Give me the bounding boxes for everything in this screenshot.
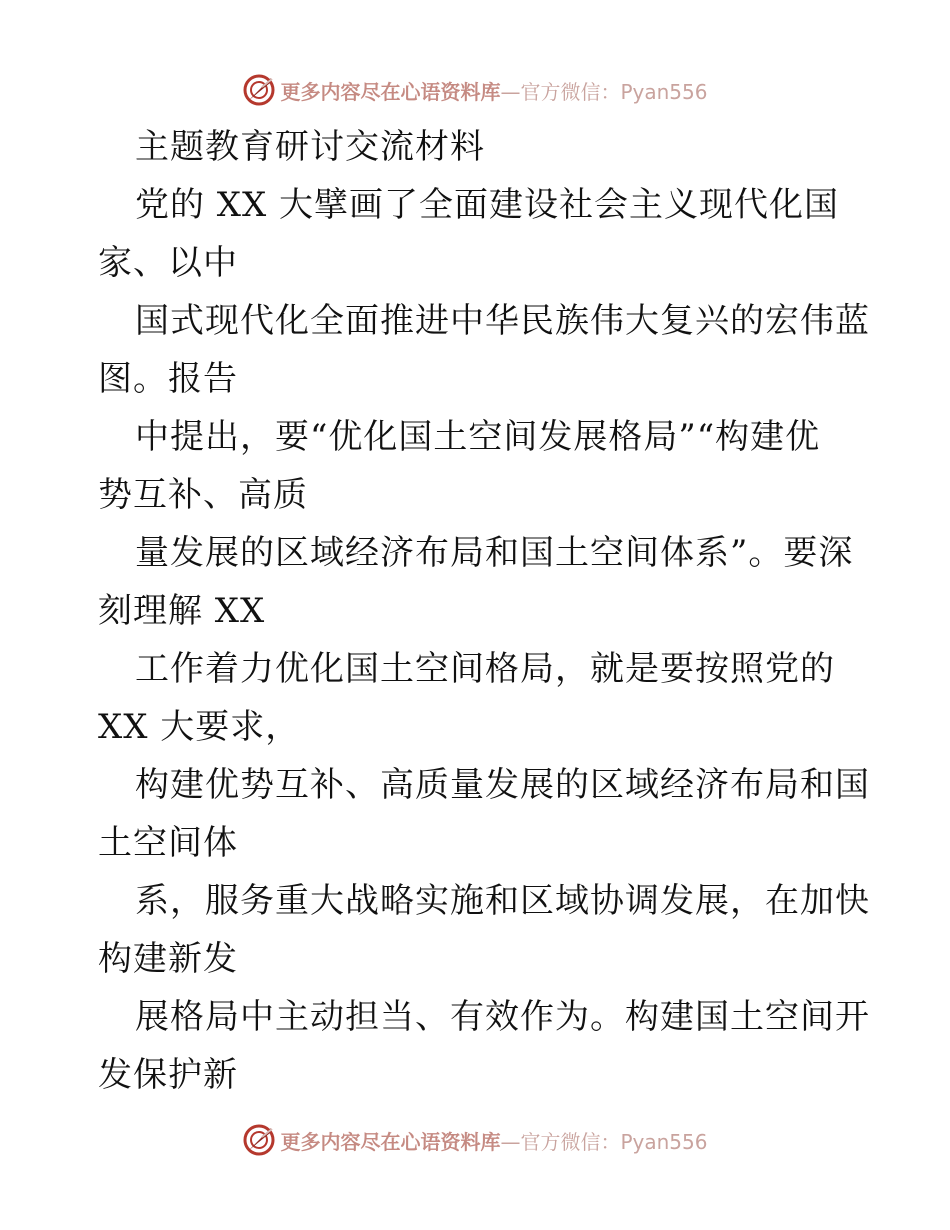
document-line: 图。报告	[98, 359, 238, 399]
document-line: 量发展的区域经济布局和国土空间体系”。要深	[135, 533, 854, 573]
footer-contact-text: 官方微信：Pyan556	[520, 1129, 708, 1154]
logo-icon	[242, 1123, 276, 1157]
footer-banner-text	[280, 1126, 707, 1155]
footer-separator: —	[500, 1129, 521, 1154]
document-line: 刻理解 XX	[98, 591, 266, 631]
footer-banner	[0, 1120, 950, 1160]
document-line: 中提出，要“优化国土空间发展格局”“构建优	[135, 417, 821, 457]
document-line: 构建优势互补、高质量发展的区域经济布局和国	[135, 765, 870, 805]
document-line: 家、以中	[98, 243, 238, 283]
document-body	[98, 118, 870, 1104]
document-line: XX 大要求，	[98, 707, 301, 747]
document-line: 土空间体	[98, 823, 238, 863]
document-line: 系，服务重大战略实施和区域协调发展，在加快	[135, 881, 870, 921]
document-title: 主题教育研讨交流材料	[135, 127, 485, 167]
document-line: 构建新发	[98, 939, 238, 979]
document-line: 党的 XX 大擘画了全面建设社会主义现代化国	[135, 185, 840, 225]
header-separator: —	[500, 79, 521, 104]
header-contact-text: 官方微信：Pyan556	[520, 79, 708, 104]
document-line: 发保护新	[98, 1055, 238, 1095]
header-banner	[0, 70, 950, 110]
logo-icon	[242, 73, 276, 107]
document-line: 展格局中主动担当、有效作为。构建国土空间开	[135, 997, 870, 1037]
footer-brand-text: 更多内容尽在心语资料库	[280, 1129, 501, 1154]
document-line: 国式现代化全面推进中华民族伟大复兴的宏伟蓝	[135, 301, 870, 341]
document-line: 工作着力优化国土空间格局，就是要按照党的	[135, 649, 835, 689]
header-brand-text: 更多内容尽在心语资料库	[280, 79, 501, 104]
header-banner-text	[280, 76, 707, 105]
document-line: 势互补、高质	[98, 475, 308, 515]
